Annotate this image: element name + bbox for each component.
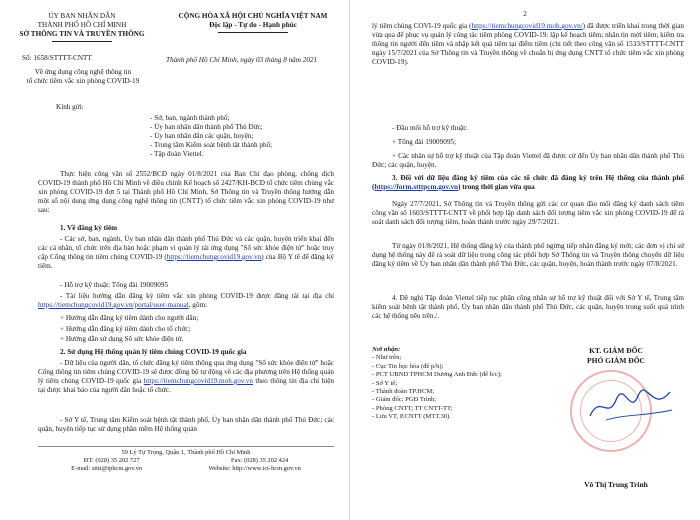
section-1-heading: 1. Về đăng ký tiêm [60,224,118,232]
page-footer [38,449,334,474]
recipient-item: - Cục Tin học hóa (để p/h); [372,362,444,370]
section-1-hotline: - Hỗ trợ kỹ thuật: Tổng đài 19009095 [60,281,169,289]
addressee-label: Kính gửi: [56,103,84,111]
nation-line-1: CỘNG HÒA XÃ HỘI CHỦ NGHĨA VIỆT NAM [178,12,328,20]
moh-system-link[interactable]: https://tiemchungcovid19.moh.gov.vn [143,377,253,385]
footer-website: Website: http://www.ict-hcm.gov.vn [208,465,301,473]
moh-system-link-2[interactable]: https://tiemchungcovid19.moh.gov.vn/ [471,22,583,30]
guide-item: + Hướng dẫn đăng ký tiêm dành cho người dân; [60,314,199,322]
page-number: 2 [523,10,527,18]
recipient-item: - Giám đốc; PGĐ Trình; [372,396,437,404]
recipient-item: - Như trên; [372,354,402,362]
nation-line-2: Độc lập - Tự do - Hạnh phúc [209,21,297,29]
addressee-item: - Tập đoàn Viettel. [150,150,204,158]
org-line-2: THÀNH PHỐ HỒ CHÍ MINH [37,21,127,29]
recipient-item: - Sở Y tế; [372,379,398,387]
footer-contact-row [38,457,334,465]
text-run: ) của Bộ Y tế để đăng ký tiêm. [38,253,334,270]
recipient-item: - PCT UBND TPHCM Dương Anh Đức (để b/c); [372,371,502,379]
continued-paragraph [372,22,684,67]
section-2-heading: 2. Sử dụng Hệ thống quản lý tiêm chủng COVID-19 quốc gia [60,348,247,356]
signature-title [546,346,686,365]
text-run: 3. Đối với dữ liệu đăng ký tiêm của các tổ chức đã đăng ký trên Hệ thống của thành phố ( [372,174,684,191]
signer-name: Võ Thị Trung Trinh [584,480,648,489]
section-1-paragraph-c [38,292,334,310]
vaccination-portal-link[interactable]: https://tiemchungcovid19.gov.vn [166,253,262,261]
recipients-block [372,346,542,422]
text-run: theo thông tin địa chỉ hiện tại được khai báo của người dân hoặc tổ chức. [38,377,334,394]
section-3-paragraph-b: Từ ngày 01/8/2021, Hệ thống đăng ký của thành phố ngừng tiếp nhận đăng ký mới; các đơn vị chỉ sử dụng hệ thống này để rà soát dữ liệu trong công tác phối hợp Sở Thông tin và Truyền thông chuyển dữ liệu đăng ký tiêm về Ủy ban nhân dân thành phố Thủ Đức, các quận, huyện, hoàn thành trước ngày 07/8/2021. [372,242,684,268]
addressee-item: - Ủy ban nhân dân các quận, huyện; [150,132,254,140]
signature-scribble [586,386,676,426]
text-run: - Các sở, ban, ngành, Ủy ban nhân dân thành phố Thủ Đức và các quận, huyện triển khai đến các cá nhân, tổ chức trên địa bàn hoặc phạm vi quản lý tải ứng dụng "Sổ sức khỏe điện tử" hoặc truy cập Cổng thông tin tiêm chủng COVID-19 ( [38,235,334,261]
issue-date: Thành phố Hồ Chí Minh, ngày 03 tháng 8 năm 2021 [166,56,318,64]
recipient-item: - Lưu VT, P.CNTT (MTT.30). [372,413,451,421]
city-form-link[interactable]: https://form.stttpcm.gov.vn [374,183,459,191]
footer-fax: Fax: (028) 35 202 424 [231,457,289,465]
text-run: ) đã được triển khai trong thời gian vừa qua để phục vụ quản lý công tác tiêm phòng COVID-19: lập kế hoạch tiêm; nhân tin mời tiêm; kiểm tra thông tin người đến tiêm và nhập kết quả tiêm tại điểm tiêm (chi tiết theo công văn số 1533/STTTT-CNTT ngày 15/7/2021 của Sở Thông tin và Truyền thông về chuẩn bị ứng dụng CNTT tổ chức tiêm vắc xin phòng COVID-19). [372,22,684,66]
document-subject [8,68,158,86]
support-viettel: + Các nhân sự hỗ trợ kỹ thuật của Tập đoàn Viettel đã được cử đến Ủy ban nhân dân thành phố Thủ Đức; các quận, huyện. [372,152,684,169]
addressee-item: - Sở, ban, ngành thành phố; [150,114,230,122]
footer-address: 59 Lý Tự Trọng, Quận 1, Thành phố Hồ Chí Minh [121,449,251,456]
guide-list [60,314,330,344]
org-line-3: SỞ THÔNG TIN VÀ TRUYỀN THÔNG [19,30,145,38]
text-run: - Tài liệu hướng dẫn đăng ký tiêm vắc xin phòng COVID-19 được đăng tải tại địa chỉ [60,292,334,300]
subject-line-1: Về ứng dụng công nghệ thông tin [34,68,132,76]
footer-rule [38,446,334,447]
addressee-item: - Ủy ban nhân dân thành phố Thủ Đức; [150,123,263,131]
org-underline [52,41,112,42]
national-motto [156,12,350,30]
motto-underline [218,32,288,33]
section-1-paragraph-a [38,235,334,271]
org-line-1: ỦY BAN NHÂN DÂN [48,12,116,20]
intro-paragraph: Thực hiện công văn số 2552/BCĐ ngày 01/8/2021 của Ban Chỉ đạo phòng, chống dịch COVID-19 thành phố Hồ Chí Minh về điều chỉnh Kế hoạch số 2427/KH-BCĐ tổ chức tiêm chủng vắc xin phòng COVID-19 đợt 5 tại Thành phố Hồ Chí Minh, Sở Thông tin và Truyền thông hướng dẫn một số nội dung ứng dụng công nghệ thông tin (CNTT) tổ chức tiêm vắc xin phòng COVID-19 như sau: [38,170,334,214]
guide-item: + Hướng dẫn đăng ký tiêm dành cho tổ chức; [60,324,191,333]
recipient-item: - Thành đoàn TP.HCM; [372,388,435,396]
section-2-paragraph-b: - Sở Y tế, Trung tâm Kiểm soát bệnh tật thành phố, Ủy ban nhân dân thành phố Thủ Đức; các quận, huyện tiếp tục sử dụng phần mềm Hệ thống quản [38,416,334,433]
text-run: - Dữ liệu của người dân, tổ chức đăng ký tiêm thông qua ứng dụng "Sổ sức khỏe điện tử" hoặc Cổng thông tin tiêm chủng COVID-19 sẽ được đồng bộ tự động về các địa phương trên Hệ thống quản lý tiêm chủng COVID-19 quốc gia [38,359,334,385]
support-heading: - Đầu mối hỗ trợ kỹ thuật: [392,124,468,132]
section-2-paragraph-a [38,359,334,395]
section-3-heading [372,174,684,192]
footer-web-row [38,465,334,473]
addressee-item: - Trung tâm Kiểm soát bệnh tật thành phố; [150,141,273,149]
footer-email: E-mail: stttt@tphcm.gov.vn [71,465,143,473]
recipient-item: - Phòng CNTT; TT CNTT-TT; [372,404,453,412]
addressee-list [150,114,340,159]
section-3-paragraph-a: Ngày 27/7/2021, Sở Thông tin và Truyền thông gửi các cơ quan đầu mối đăng ký danh sách tiêm công văn số 1603/STTTT-CNTT về phối hợp lập danh sách đối tượng tiêm vắc xin phòng COVID-19 để rà soát danh sách đối tượng tiêm, hoàn thành trước ngày 29/7/2021. [372,200,684,226]
recipients-label: Nơi nhận: [372,346,401,353]
text-run: ) trong thời gian vừa qua [458,183,535,191]
issuing-org-header [8,12,156,39]
support-hotline: + Tổng đài 19009095; [392,138,457,146]
text-run: lý tiêm chủng COVI-19 quốc gia ( [372,22,472,30]
sign-line-2: PHÓ GIÁM ĐỐC [587,355,645,365]
footer-phone: ĐT: (028) 35 202 727 [83,457,140,465]
section-4-paragraph: 4. Đề nghị Tập đoàn Viettel tiếp tục phân công nhân sự hỗ trợ kỹ thuật đối với Sở Y tế, Trung tâm kiểm soát bệnh tật thành phố, Ủy ban nhân dân thành phố Thủ Đức, các quận, huyện trong suốt quá trình các hệ thống nêu trên./. [372,294,684,320]
user-manual-link[interactable]: https://tiemchungcovid19.gov.vn/portal/user-manual [38,301,189,309]
document-page-2 [350,0,700,520]
subject-line-2: tổ chức tiêm vắc xin phòng COVID-19 [26,77,140,85]
guide-item: + Hướng dẫn sử dụng Sổ sức khỏe điện tử. [60,335,184,343]
sign-line-1: KT. GIÁM ĐỐC [589,346,643,355]
text-run: , gồm: [188,301,208,309]
document-number: Số: 1658/STTTT-CNTT [22,54,92,62]
